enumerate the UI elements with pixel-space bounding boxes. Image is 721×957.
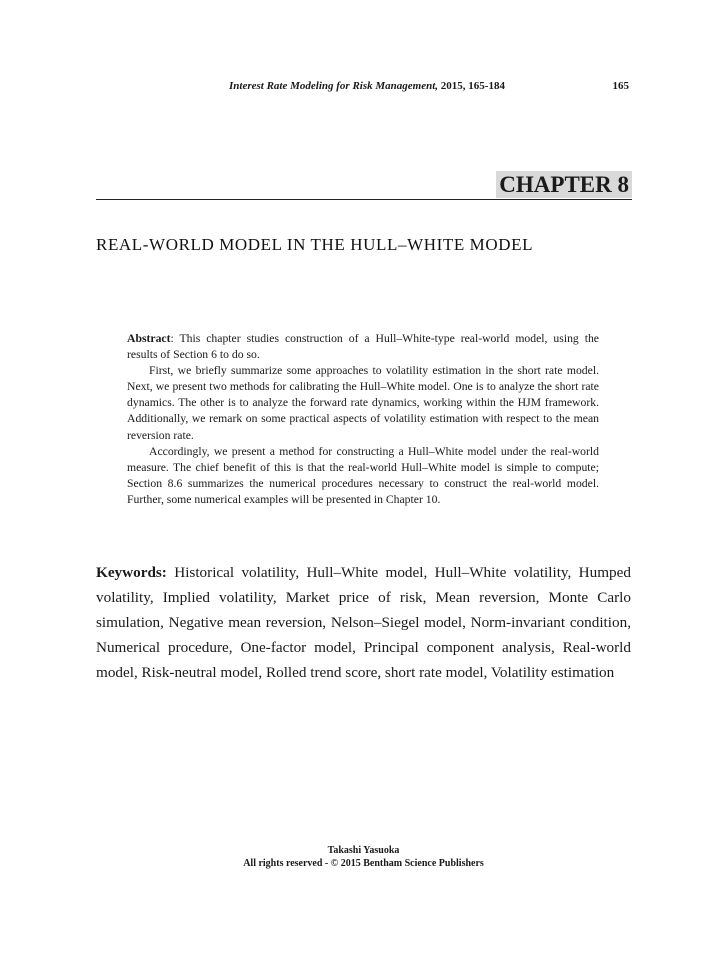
chapter-title: REAL-WORLD MODEL IN THE HULL–WHITE MODEL bbox=[96, 235, 534, 254]
abstract-paragraph-3: Accordingly, we present a method for constructing a Hull–White model under the real-world measure. The chief benefit of this is that the real-world Hull–White model is simple to compute; Section 8.6 summarizes the numerical procedures necessary to construct the real-world model. Further, some numerical examples will be presented in Chapter 10. bbox=[127, 444, 599, 506]
journal-title: Interest Rate Modeling for Risk Management, bbox=[229, 80, 439, 92]
keywords-text: Historical volatility, Hull–White model, Hull–White volatility, Humped volatility, Implied volatility, Market price of risk, Mean reversion, Monte Carlo simulation, Negative mean reversion, Nelson–Siegel model, Norm-invariant condition, Numerical procedure, One-factor model, Principal component analysis, Real-world model, Risk-neutral model, Rolled trend score, short rate model, Volatility estimation bbox=[96, 564, 631, 681]
abstract-label: Abstract bbox=[127, 332, 171, 345]
page-number: 165 bbox=[612, 80, 629, 92]
copyright-notice: All rights reserved - © 2015 Bentham Science Publishers bbox=[243, 858, 484, 869]
keywords bbox=[96, 560, 631, 685]
keywords-label: Keywords: bbox=[96, 564, 167, 581]
abstract bbox=[127, 331, 599, 508]
footer bbox=[96, 844, 631, 870]
abstract-paragraph-2: First, we briefly summarize some approaches to volatility estimation in the short rate model. Next, we present two methods for calibrating the Hull–White model. One is to analyze the short rate dynamics. The other is to analyze the forward rate dynamics, working within the HJM framework. Additionally, we remark on some practical aspects of volatility estimation with respect to the mean reversion rate. bbox=[127, 364, 599, 442]
chapter-divider bbox=[96, 199, 632, 200]
chapter-label: CHAPTER 8 bbox=[496, 171, 632, 198]
journal-citation bbox=[229, 80, 505, 92]
abstract-paragraph-1 bbox=[127, 331, 599, 363]
abstract-text-1: : This chapter studies construction of a Hull–White-type real-world model, using the results of Section 6 to do so. bbox=[127, 332, 599, 362]
journal-info: 2015, 165-184 bbox=[438, 80, 505, 92]
author-name: Takashi Yasuoka bbox=[327, 845, 400, 856]
